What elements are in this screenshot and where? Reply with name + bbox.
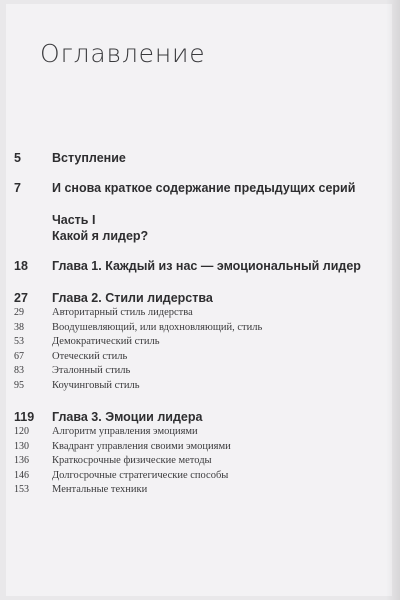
- toc-subentry[interactable]: [14, 321, 374, 336]
- part-title: Какой я лидер?: [52, 229, 149, 243]
- subentry-label: Долгосрочные стратегические способы: [52, 469, 229, 481]
- toc-part-heading[interactable]: [14, 212, 374, 244]
- subentry-label: Эталонный стиль: [52, 365, 131, 376]
- toc-subentry[interactable]: [14, 469, 374, 484]
- page-number: 5: [14, 151, 21, 165]
- toc-entry-intro[interactable]: [14, 150, 374, 166]
- toc-subentry[interactable]: [14, 454, 374, 469]
- page-number: 53: [14, 336, 24, 347]
- page-number: 119: [14, 410, 35, 424]
- entry-label: Вступление: [52, 151, 126, 165]
- subentry-label: Квадрант управления своими эмоциями: [52, 440, 231, 452]
- page-number: 7: [14, 181, 21, 195]
- page-number: 18: [14, 259, 28, 273]
- page-edge-shadow: [386, 0, 400, 600]
- page-number: 38: [14, 321, 24, 333]
- toc-chapter-3[interactable]: [14, 409, 374, 425]
- toc-entry-recap[interactable]: [14, 180, 374, 196]
- page-number: 136: [14, 455, 29, 466]
- page-number: 146: [14, 469, 29, 481]
- page-number: 83: [14, 365, 24, 376]
- entry-label: И снова краткое содержание предыдущих серий: [52, 181, 356, 195]
- page-number: 95: [14, 379, 24, 391]
- page-number: 120: [14, 426, 29, 437]
- subentry-label: Ментальные техники: [52, 484, 148, 495]
- page-title: Оглавление: [40, 39, 206, 68]
- page-number: 67: [14, 350, 24, 362]
- toc-subentry[interactable]: [14, 379, 374, 394]
- toc-chapter-1[interactable]: [14, 258, 374, 274]
- subentry-label: Алгоритм управления эмоциями: [52, 426, 198, 437]
- page-number: 27: [14, 291, 28, 305]
- subentry-label: Демократический стиль: [52, 336, 160, 347]
- toc-subentry[interactable]: [14, 483, 374, 498]
- toc-subentry[interactable]: [14, 440, 374, 455]
- toc-subentry[interactable]: [14, 306, 374, 321]
- table-of-contents: [14, 150, 374, 498]
- subentry-label: Краткосрочные физические методы: [52, 455, 212, 466]
- subentry-label: Коучинговый стиль: [52, 379, 140, 391]
- part-number: Часть I: [52, 213, 96, 227]
- subentry-label: Отеческий стиль: [52, 350, 128, 362]
- subentry-label: Авторитарный стиль лидерства: [52, 307, 193, 318]
- toc-subentry[interactable]: [14, 425, 374, 440]
- page-number: 153: [14, 484, 29, 495]
- chapter-title: Глава 3. Эмоции лидера: [52, 410, 203, 424]
- page-number: 130: [14, 440, 29, 452]
- toc-subentry[interactable]: [14, 335, 374, 350]
- subentry-label: Воодушевляющий, или вдохновляющий, стиль: [52, 321, 263, 333]
- toc-chapter-2[interactable]: [14, 290, 374, 306]
- chapter-title: Глава 1. Каждый из нас — эмоциональный лидер: [52, 259, 361, 273]
- toc-subentry[interactable]: [14, 364, 374, 379]
- chapter-title: Глава 2. Стили лидерства: [52, 291, 213, 305]
- page-number: 29: [14, 307, 24, 318]
- toc-subentry[interactable]: [14, 350, 374, 365]
